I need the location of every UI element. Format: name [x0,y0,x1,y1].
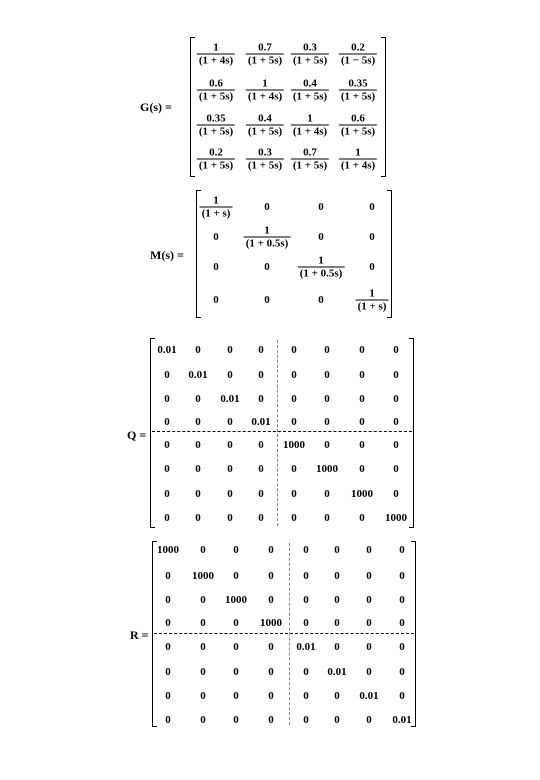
r-matrix-cell: 0 [165,617,171,629]
q-matrix-cell: 0 [359,416,365,428]
g-matrix-cell [339,113,377,138]
m-matrix-cell [200,195,233,220]
q-matrix-cell: 0 [359,439,365,451]
fraction-numerator: 0.4 [303,77,317,90]
m-label: M(s) = [150,248,184,262]
fraction-numerator: 0.4 [258,112,272,125]
fraction-denominator: (1 + s) [201,207,231,220]
q-matrix-cell: 0 [195,393,201,405]
fraction-numerator: 1 [262,77,268,90]
r-matrix-cell: 0 [200,544,206,556]
q-matrix-cell: 0 [324,393,330,405]
m-matrix-cell: 0 [264,294,270,306]
fraction-denominator: (1 + 5s) [292,90,328,103]
g-matrix-cell [197,113,235,138]
m-matrix-cell: 0 [213,294,219,306]
fraction [291,78,329,103]
q-matrix-cell: 0 [164,512,170,524]
q-matrix-cell: 0 [227,369,233,381]
q-matrix-cell: 0 [359,512,365,524]
g-matrix-cell [291,147,329,172]
m-matrix-cell: 0 [213,231,219,243]
fraction [246,113,284,138]
fraction [339,147,377,172]
m-matrix-cell: 0 [213,261,219,273]
fraction-denominator: (1 + 5s) [198,125,234,138]
r-matrix-cell: 0 [334,617,340,629]
q-matrix-cell: 0 [324,439,330,451]
r-matrix-cell: 1000 [157,544,179,556]
g-matrix-cell [197,42,235,67]
g-matrix-cell [197,78,235,103]
q-matrix [150,338,414,528]
m-matrix-cell: 0 [369,201,375,213]
r-matrix-cell: 0 [268,570,274,582]
g-matrix-cell [246,78,284,103]
g-matrix-cell [197,147,235,172]
r-matrix-cell: 0 [303,570,309,582]
r-matrix-cell: 0 [233,570,239,582]
g-label: G(s) = [140,100,172,114]
fraction-numerator: 1 [318,254,324,267]
g-matrix-cell [339,42,377,67]
g-matrix-cell [246,147,284,172]
fraction-denominator: (1 + 5s) [292,159,328,172]
r-matrix-cell: 0 [366,641,372,653]
fraction-numerator: 0.7 [303,146,317,159]
q-matrix-cell: 0 [227,344,233,356]
m-matrix-cell [356,288,389,313]
fraction [197,113,235,138]
r-matrix-cell: 0 [334,570,340,582]
fraction [339,78,377,103]
r-matrix-cell: 0 [334,594,340,606]
q-matrix-cell: 0 [393,463,399,475]
q-matrix-cell: 0 [258,512,264,524]
q-left-bracket [150,338,155,528]
q-matrix-cell: 0 [324,512,330,524]
g-matrix-cell [246,42,284,67]
q-matrix-cell: 0 [393,439,399,451]
r-matrix [152,541,416,727]
r-matrix-cell: 0.01 [327,666,347,678]
r-matrix-cell: 0 [334,544,340,556]
fraction-denominator: (1 + 4s) [198,54,234,67]
m-matrix-cell: 0 [318,231,324,243]
r-matrix-cell: 0.01 [392,714,412,726]
r-matrix-cell: 0 [165,570,171,582]
q-matrix-cell: 0 [393,393,399,405]
fraction-denominator: (1 + s) [357,300,387,313]
q-matrix-cell: 0 [359,463,365,475]
r-matrix-cell: 0 [268,714,274,726]
q-matrix-cell: 0 [195,416,201,428]
q-matrix-cell: 0 [291,344,297,356]
r-matrix-cell: 1000 [260,617,282,629]
r-matrix-cell: 0 [233,666,239,678]
g-matrix-cell [291,78,329,103]
q-matrix-cell: 0 [258,393,264,405]
q-matrix-cell: 0 [164,393,170,405]
r-matrix-cell: 0 [200,666,206,678]
q-matrix-cell: 0 [164,463,170,475]
g-matrix [190,37,386,177]
fraction-denominator: (1 + 5s) [247,54,283,67]
fraction-numerator: 0.6 [351,112,365,125]
r-matrix-cell: 0 [366,666,372,678]
fraction-numerator: 0.3 [303,41,317,54]
m-matrix-cell: 0 [318,294,324,306]
fraction [339,113,377,138]
g-matrix-cell [246,113,284,138]
r-matrix-cell: 0 [200,641,206,653]
r-matrix-cell: 0 [399,666,405,678]
fraction [246,147,284,172]
fraction [356,288,389,313]
q-matrix-cell: 0 [324,416,330,428]
q-matrix-cell: 0 [195,488,201,500]
q-matrix-cell: 0.01 [251,416,271,428]
q-matrix-cell: 0 [195,512,201,524]
q-matrix-cell: 0 [291,488,297,500]
q-matrix-cell: 0 [359,369,365,381]
q-matrix-cell: 0 [291,393,297,405]
r-matrix-cell: 0 [303,714,309,726]
r-right-bracket [411,541,416,727]
m-matrix-cell: 0 [369,261,375,273]
fraction-numerator: 0.2 [351,41,365,54]
r-matrix-cell: 0 [165,641,171,653]
fraction-denominator: (1 + 4s) [247,90,283,103]
q-matrix-cell: 0 [164,488,170,500]
q-matrix-cell: 0 [164,439,170,451]
q-matrix-cell: 0 [324,344,330,356]
fraction-denominator: (1 + 4s) [292,125,328,138]
r-matrix-cell: 0 [268,594,274,606]
fraction-denominator: (1 − 5s) [340,54,376,67]
g-left-bracket [190,37,195,177]
q-matrix-cell: 0 [258,488,264,500]
fraction-denominator: (1 + 5s) [198,159,234,172]
r-matrix-cell: 0 [334,641,340,653]
fraction [197,78,235,103]
r-matrix-cell: 1000 [225,594,247,606]
r-matrix-cell: 1000 [192,570,214,582]
m-matrix [196,190,392,318]
q-matrix-cell: 0 [324,369,330,381]
r-matrix-cell: 0.01 [296,641,316,653]
q-matrix-cell: 0 [393,488,399,500]
fraction-numerator: 1 [213,41,219,54]
m-matrix-cell [298,255,345,280]
q-matrix-cell: 0 [227,488,233,500]
q-matrix-cell: 0 [393,344,399,356]
q-matrix-cell: 0.01 [220,393,240,405]
fraction-numerator: 0.35 [348,77,368,90]
g-matrix-cell [291,42,329,67]
q-matrix-cell: 0 [393,416,399,428]
q-partition-vertical [277,340,278,526]
q-matrix-cell: 0 [227,439,233,451]
q-matrix-cell: 0 [291,369,297,381]
fraction [298,255,345,280]
fraction-numerator: 0.3 [258,146,272,159]
r-matrix-cell: 0 [399,690,405,702]
r-matrix-cell: 0 [399,544,405,556]
r-matrix-cell: 0 [233,690,239,702]
fraction-denominator: (1 + 5s) [247,159,283,172]
fraction-numerator: 0.35 [206,112,226,125]
g-matrix-cell [291,113,329,138]
r-matrix-cell: 0 [303,617,309,629]
g-matrix-cell [339,78,377,103]
r-partition-vertical [289,543,290,725]
r-label: R = [130,628,149,642]
q-matrix-cell: 0 [195,344,201,356]
r-matrix-cell: 0 [200,617,206,629]
fraction [197,42,235,67]
q-matrix-cell: 0 [227,512,233,524]
q-label: Q = [127,428,147,442]
q-right-bracket [409,338,414,528]
fraction-numerator: 1 [307,112,313,125]
r-matrix-cell: 0 [268,544,274,556]
m-matrix-cell [244,225,291,250]
q-matrix-cell: 1000 [316,463,338,475]
m-matrix-cell: 0 [318,201,324,213]
q-matrix-cell: 0 [291,416,297,428]
fraction-numerator: 1 [369,287,375,300]
fraction-numerator: 0.7 [258,41,272,54]
fraction-numerator: 0.6 [209,77,223,90]
r-matrix-cell: 0 [399,594,405,606]
q-matrix-cell: 0 [393,369,399,381]
r-matrix-cell: 0 [366,714,372,726]
r-matrix-cell: 0 [165,594,171,606]
r-left-bracket [152,541,157,727]
m-matrix-cell: 0 [369,231,375,243]
fraction-numerator: 1 [355,146,361,159]
r-matrix-cell: 0 [200,714,206,726]
r-matrix-cell: 0 [303,544,309,556]
fraction-numerator: 1 [213,194,219,207]
fraction [291,147,329,172]
q-matrix-cell: 0 [359,393,365,405]
fraction-numerator: 1 [264,224,270,237]
r-matrix-cell: 0 [200,690,206,702]
fraction-denominator: (1 + 5s) [340,90,376,103]
r-matrix-cell: 0 [334,690,340,702]
fraction [246,42,284,67]
fraction [246,78,284,103]
r-matrix-cell: 0 [200,594,206,606]
fraction [339,42,377,67]
r-matrix-cell: 0 [165,666,171,678]
fraction-denominator: (1 + 0.5s) [299,267,343,280]
fraction-denominator: (1 + 0.5s) [245,237,289,250]
q-matrix-cell: 1000 [385,512,407,524]
fraction-denominator: (1 + 5s) [198,90,234,103]
r-matrix-cell: 0.01 [359,690,379,702]
fraction-denominator: (1 + 5s) [292,54,328,67]
r-matrix-cell: 0 [399,617,405,629]
r-matrix-cell: 0 [366,544,372,556]
q-matrix-cell: 0.01 [157,344,177,356]
q-matrix-cell: 0 [164,369,170,381]
fraction-denominator: (1 + 5s) [340,125,376,138]
q-matrix-cell: 0 [258,344,264,356]
r-matrix-cell: 0 [366,570,372,582]
r-matrix-cell: 0 [303,690,309,702]
r-matrix-cell: 0 [268,641,274,653]
fraction [291,113,329,138]
r-matrix-cell: 0 [366,594,372,606]
q-matrix-cell: 0.01 [188,369,208,381]
q-partition-horizontal [152,431,412,432]
r-matrix-cell: 0 [233,714,239,726]
r-matrix-cell: 0 [165,690,171,702]
r-matrix-cell: 0 [334,714,340,726]
fraction [200,195,233,220]
q-matrix-cell: 0 [195,439,201,451]
r-matrix-cell: 0 [165,714,171,726]
q-matrix-cell: 1000 [283,439,305,451]
q-matrix-cell: 0 [258,439,264,451]
r-matrix-cell: 0 [366,617,372,629]
r-matrix-cell: 0 [303,594,309,606]
r-matrix-cell: 0 [268,690,274,702]
q-matrix-cell: 0 [227,463,233,475]
r-matrix-cell: 0 [268,666,274,678]
q-matrix-cell: 0 [291,463,297,475]
fraction-denominator: (1 + 4s) [340,159,376,172]
r-partition-horizontal [154,633,414,634]
r-matrix-cell: 0 [399,641,405,653]
fraction-numerator: 0.2 [209,146,223,159]
r-matrix-cell: 0 [233,544,239,556]
m-matrix-cell: 0 [264,261,270,273]
m-matrix-cell: 0 [264,201,270,213]
r-matrix-cell: 0 [233,641,239,653]
q-matrix-cell: 1000 [351,488,373,500]
r-matrix-cell: 0 [303,666,309,678]
q-matrix-cell: 0 [258,369,264,381]
g-right-bracket [381,37,386,177]
fraction-denominator: (1 + 5s) [247,125,283,138]
fraction [197,147,235,172]
q-matrix-cell: 0 [324,488,330,500]
q-matrix-cell: 0 [258,463,264,475]
r-matrix-cell: 0 [399,570,405,582]
fraction [291,42,329,67]
q-matrix-cell: 0 [291,512,297,524]
g-matrix-cell [339,147,377,172]
r-matrix-cell: 0 [233,617,239,629]
q-matrix-cell: 0 [195,463,201,475]
q-matrix-cell: 0 [359,344,365,356]
fraction [244,225,291,250]
q-matrix-cell: 0 [164,416,170,428]
q-matrix-cell: 0 [227,416,233,428]
